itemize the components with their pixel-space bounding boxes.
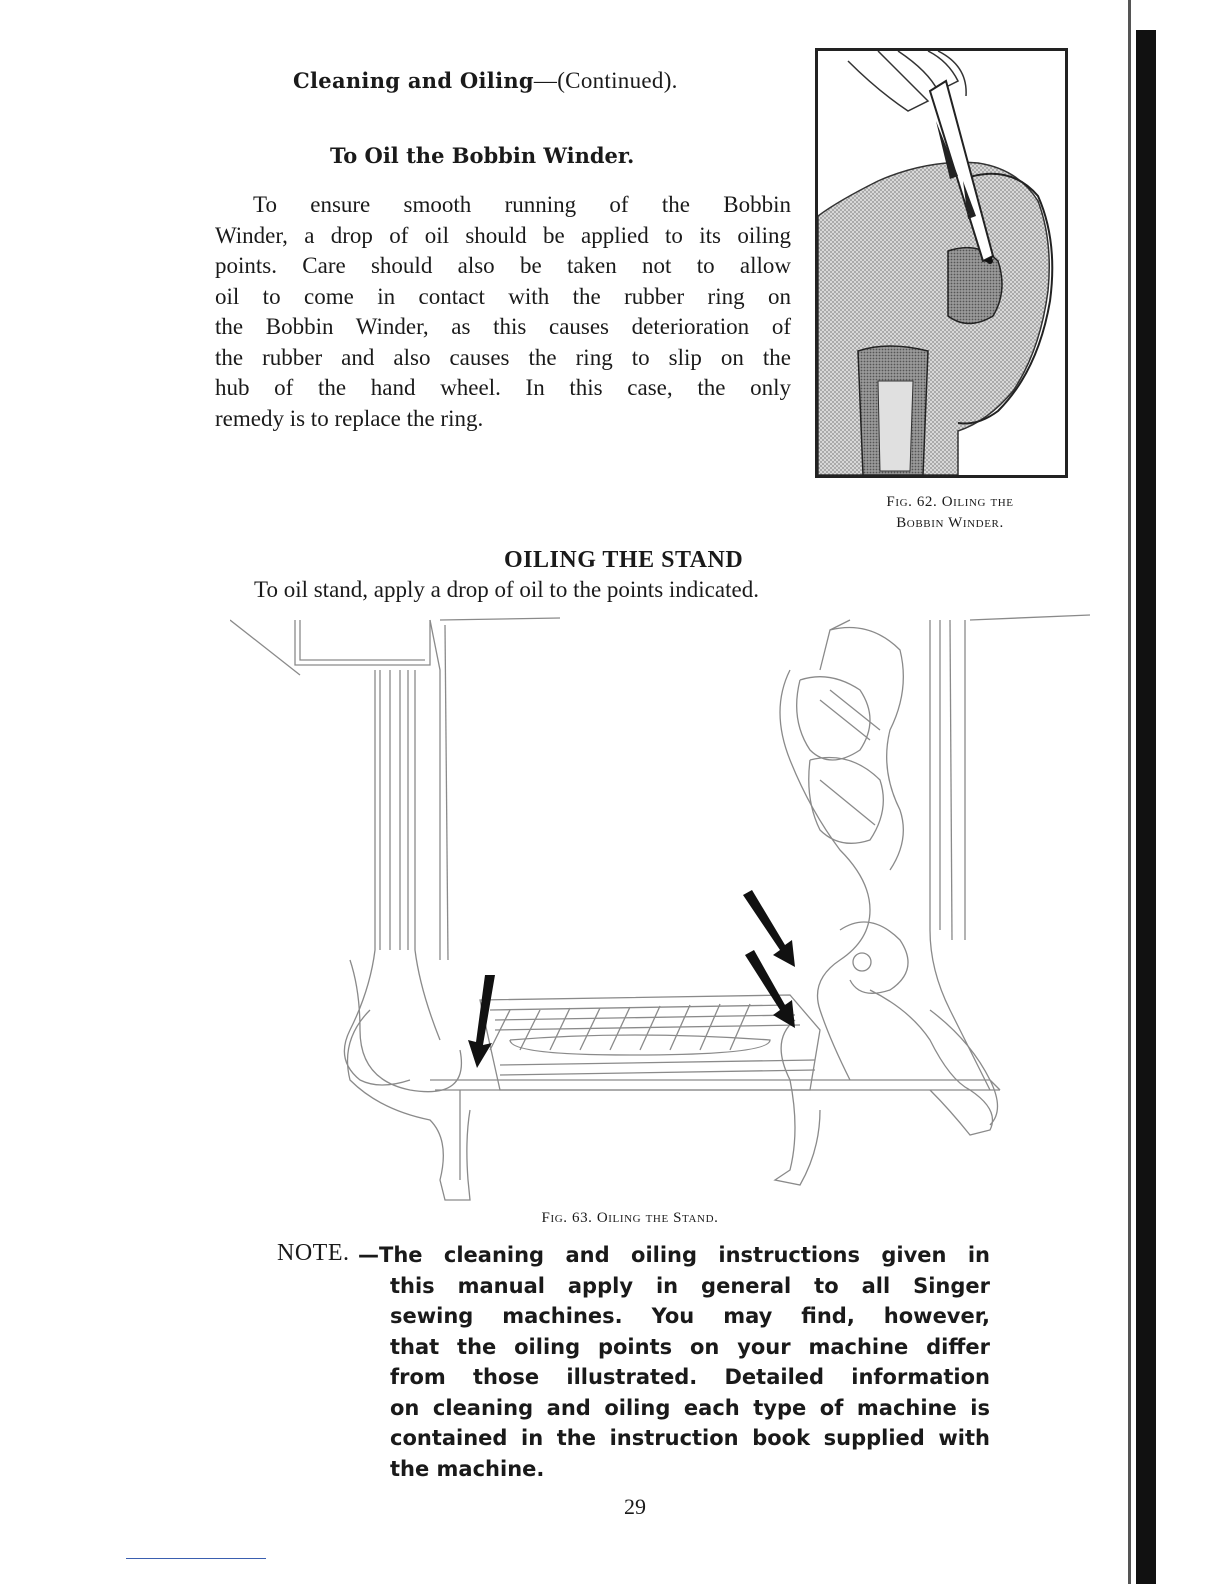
paragraph-line: Winder, a drop of oil should be applied to its oiling [215, 222, 791, 248]
figure-62-caption-line-1: Fig. 62. Oiling the [886, 494, 1014, 510]
note-line: that the oiling points on your machine differ [390, 1334, 990, 1359]
figure-63-stand [230, 610, 1100, 1210]
note-label: NOTE. [277, 1240, 350, 1266]
note-line: this manual apply in general to all Singer [390, 1273, 990, 1298]
figure-62-caption [850, 492, 1050, 534]
page-number: 29 [624, 1494, 646, 1519]
note-line: from those illustrated. Detailed information [390, 1365, 990, 1389]
section-heading [293, 68, 678, 94]
figure-62-caption-line-2: Bobbin Winder. [896, 515, 1004, 531]
bobbin-winder-title: To Oil the Bobbin Winder. [330, 143, 635, 168]
note-line: —The cleaning and oiling instructions given in [358, 1243, 990, 1267]
paragraph-line: remedy is to replace the ring. [215, 405, 484, 431]
section-heading-bold: Cleaning and Oiling [293, 68, 534, 93]
figure-62-bobbin-winder [815, 48, 1068, 478]
paragraph-line: the rubber and also causes the ring to slip on the [215, 344, 791, 370]
bobbin-winder-paragraph [215, 190, 791, 434]
page-binding-edge [1136, 30, 1156, 1584]
note-line: contained in the instruction book supplied with [390, 1426, 990, 1450]
note-line: on cleaning and oiling each type of machine is [390, 1395, 990, 1420]
paragraph-line: the Bobbin Winder, as this causes deterioration of [215, 314, 791, 339]
oiling-stand-intro: To oil stand, apply a drop of oil to the points indicated. [254, 577, 759, 602]
figure-63-caption-text: Fig. 63. Oiling the Stand. [541, 1210, 719, 1226]
footer-rule [126, 1558, 266, 1559]
figure-63-caption [430, 1210, 830, 1227]
bobbin-winder-illustration [818, 51, 1065, 475]
note-line: the machine. [390, 1456, 545, 1481]
paragraph-line: hub of the hand wheel. In this case, the only [215, 375, 791, 400]
note-line: sewing machines. You may find, however, [390, 1304, 990, 1328]
section-heading-continued: —(Continued). [533, 68, 678, 93]
note-paragraph [358, 1240, 990, 1484]
oiling-stand-title: OILING THE STAND [504, 547, 744, 573]
paragraph-line: points. Care should also be taken not to allow [215, 253, 791, 278]
page-edge-shadow [1128, 0, 1131, 1584]
stand-illustration [230, 610, 1100, 1210]
paragraph-line: To ensure smooth running of the Bobbin [253, 192, 791, 217]
paragraph-line: oil to come in contact with the rubber ring on [215, 283, 791, 309]
